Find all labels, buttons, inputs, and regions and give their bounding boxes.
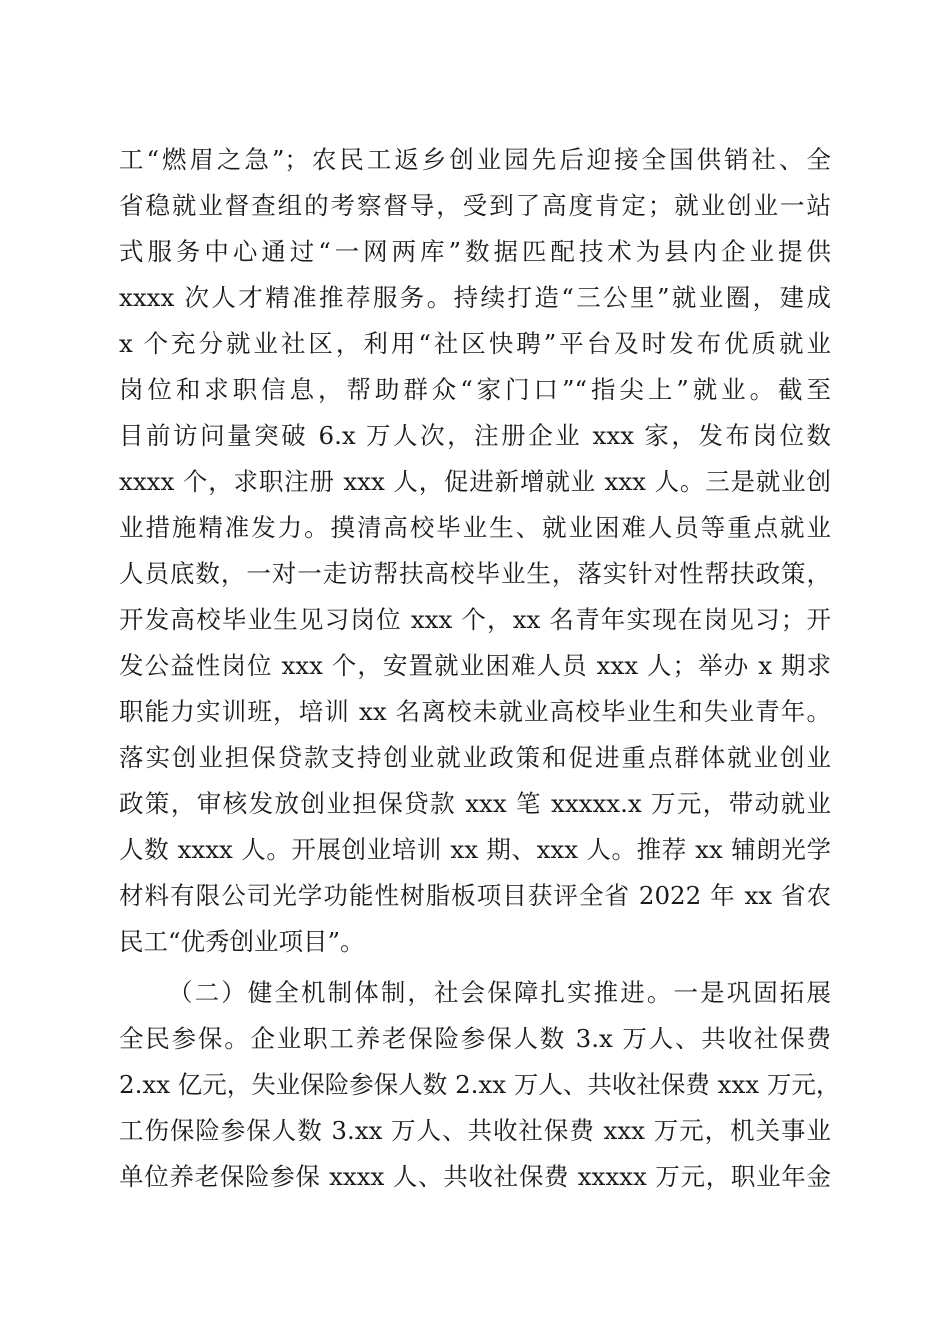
text-line: 人数 xxxx 人。开展创业培训 xx 期、xxx 人。推荐 xx 辅朗光学	[119, 835, 831, 864]
text-line: 工伤保险参保人数 3.xx 万人、共收社保费 xxx 万元，机关事业	[119, 1116, 831, 1145]
text-line: xxxx 次人才精准推荐服务。持续打造“三公里”就业圈，建成	[119, 283, 831, 312]
text-line: 发公益性岗位 xxx 个，安置就业困难人员 xxx 人；举办 x 期求	[119, 651, 831, 680]
text-line: 落实创业担保贷款支持创业就业政策和促进重点群体就业创业	[119, 743, 831, 772]
text-line: 单位养老保险参保 xxxx 人、共收社保费 xxxxx 万元，职业年金	[119, 1162, 831, 1191]
paragraph-social-security	[119, 970, 841, 1200]
text-line: 材料有限公司光学功能性树脂板项目获评全省 2022 年 xx 省农	[119, 881, 831, 910]
text-line: 省稳就业督查组的考察督导，受到了高度肯定；就业创业一站	[119, 191, 831, 220]
text-line: 政策，审核发放创业担保贷款 xxx 笔 xxxxx.x 万元，带动就业	[119, 789, 831, 818]
text-line: 目前访问量突破 6.x 万人次，注册企业 xxx 家，发布岗位数	[119, 421, 831, 450]
text-line: 民工“优秀创业项目”。	[119, 927, 365, 956]
text-line: 式服务中心通过“一网两库”数据匹配技术为县内企业提供	[119, 237, 831, 266]
document-body	[119, 137, 841, 1200]
text-line: 岗位和求职信息，帮助群众“家门口”“指尖上”就业。截至	[119, 375, 831, 404]
text-line: 开发高校毕业生见习岗位 xxx 个，xx 名青年实现在岗见习；开	[119, 605, 831, 634]
text-line: 工“燃眉之急”；农民工返乡创业园先后迎接全国供销社、全	[119, 145, 831, 174]
text-line: 人员底数，一对一走访帮扶高校毕业生，落实针对性帮扶政策，	[119, 559, 831, 588]
paragraph-employment	[119, 137, 831, 965]
text-line: 2.xx 亿元，失业保险参保人数 2.xx 万人、共收社保费 xxx 万元，	[119, 1070, 841, 1099]
text-line: 职能力实训班，培训 xx 名离校未就业高校毕业生和失业青年。	[119, 697, 831, 726]
text-line: 全民参保。企业职工养老保险参保人数 3.x 万人、共收社保费	[119, 1024, 832, 1053]
section-heading-line: （二）健全机制体制，社会保障扎实推进。一是巩固拓展	[168, 978, 831, 1007]
text-line: xxxx 个，求职注册 xxx 人，促进新增就业 xxx 人。三是就业创	[119, 467, 831, 496]
text-line: x 个充分就业社区，利用“社区快聘”平台及时发布优质就业	[119, 329, 831, 358]
text-line: 业措施精准发力。摸清高校毕业生、就业困难人员等重点就业	[119, 513, 831, 542]
